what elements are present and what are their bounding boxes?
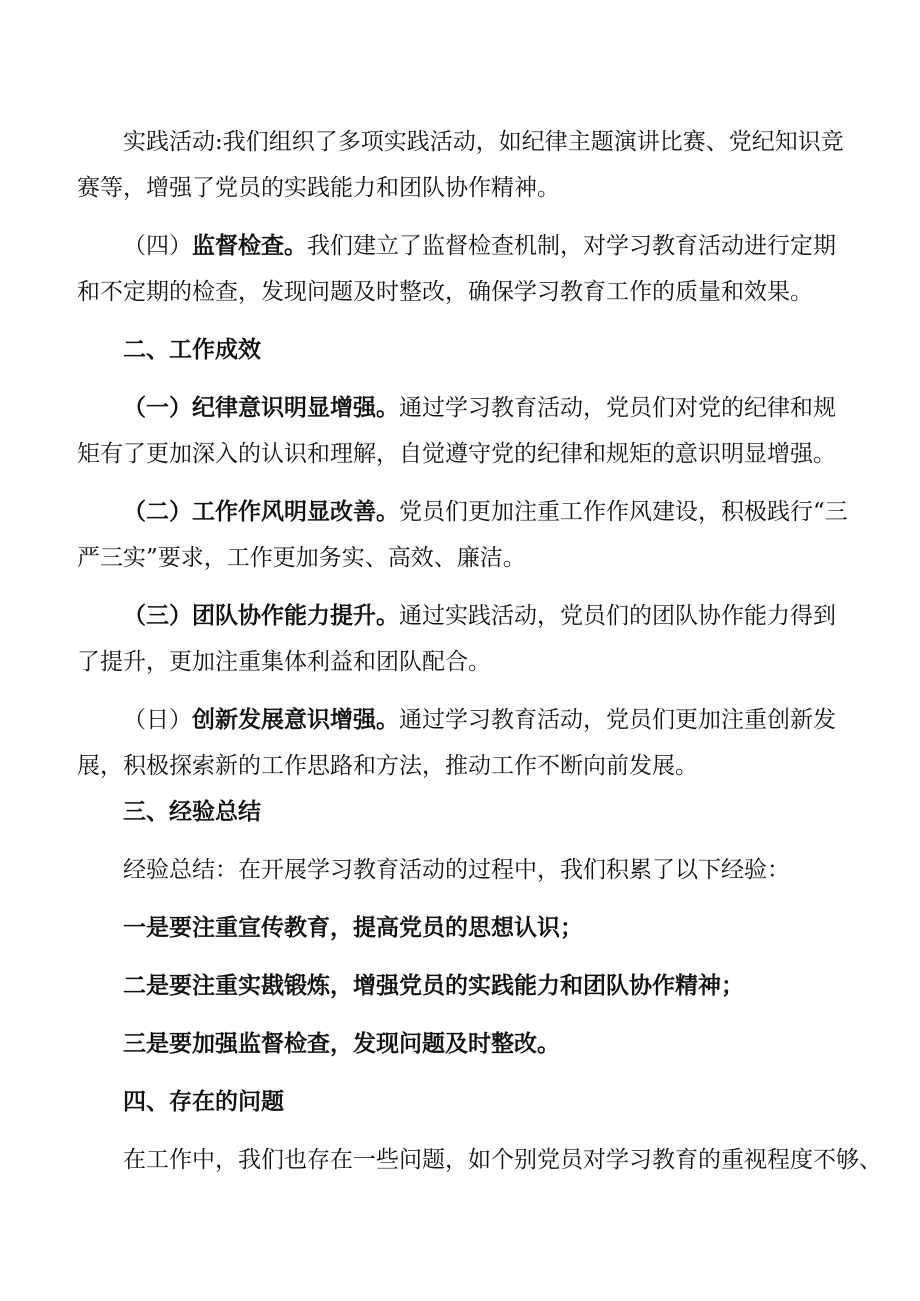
practice-line-1: 实践活动:我们组织了多项实践活动，如纪律主题演讲比赛、党纪知识竞 — [123, 129, 844, 155]
section-4-title: 四、存在的问题 — [123, 1088, 284, 1115]
result-4-prefix: （日） — [123, 707, 192, 733]
result-2-line-2: 严三实”要求，工作更加务实、高效、廉洁。 — [77, 545, 526, 571]
supervision-heading: 监督检查。 — [192, 232, 307, 259]
supervision-line-2: 和不定期的检查，发现问题及时整改，确保学习教育工作的质量和效果。 — [77, 279, 813, 305]
result-4-line-2: 展，积极探索新的工作思路和方法，推动工作不断向前发展。 — [77, 753, 698, 779]
experience-item-1: 一是要注重宣传教育，提高党员的思想认识； — [123, 914, 583, 941]
result-3-heading: （三）团队协作能力提升。 — [123, 602, 399, 629]
supervision-text: 我们建立了监督检查机制，对学习教育活动进行定期 — [307, 233, 836, 259]
section-3-title: 三、经验总结 — [123, 798, 261, 825]
result-4-heading: 创新发展意识增强。 — [192, 706, 399, 733]
result-3-text: 通过实践活动，党员们的团队协作能力得到 — [399, 603, 836, 629]
result-4-text: 通过学习教育活动，党员们更加注重创新发 — [399, 707, 836, 733]
supervision-line-1 — [123, 231, 836, 261]
result-1-text: 通过学习教育活动，党员们对党的纪律和规 — [399, 395, 836, 421]
practice-line-2: 赛等，增强了党员的实践能力和团队协作精神。 — [77, 175, 560, 201]
experience-item-2: 二是要注重实戡锻炼，增强党员的实践能力和团队协作精神； — [123, 972, 744, 999]
result-2-line-1 — [123, 497, 848, 527]
result-1-line-2: 矩有了更加深入的认识和理解，自觉遵守党的纪律和规矩的意识明显增强。 — [77, 441, 836, 467]
result-2-heading: （二）工作作风明显改善。 — [123, 498, 399, 525]
experience-item-3: 三是要加强监督检查，发现问题及时整改。 — [123, 1030, 560, 1057]
result-1-line-1 — [123, 393, 836, 423]
result-3-line-2: 了提升，更加注重集体利益和团队配合。 — [77, 649, 491, 675]
problems-line-1: 在工作中，我们也存在一些问题，如个别党员对学习教育的重视程度不够、 — [123, 1147, 882, 1173]
result-1-heading: （一）纪律意识明显增强。 — [123, 394, 399, 421]
section-2-title: 二、工作成效 — [123, 336, 261, 363]
result-2-text: 党员们更加注重工作作风建设，积极践行“三 — [399, 499, 848, 525]
result-4-line-1 — [123, 705, 836, 735]
result-3-line-1 — [123, 601, 836, 631]
experience-intro: 经验总结：在开展学习教育活动的过程中，我们积累了以下经验： — [123, 857, 790, 883]
supervision-prefix: （四） — [123, 233, 192, 259]
